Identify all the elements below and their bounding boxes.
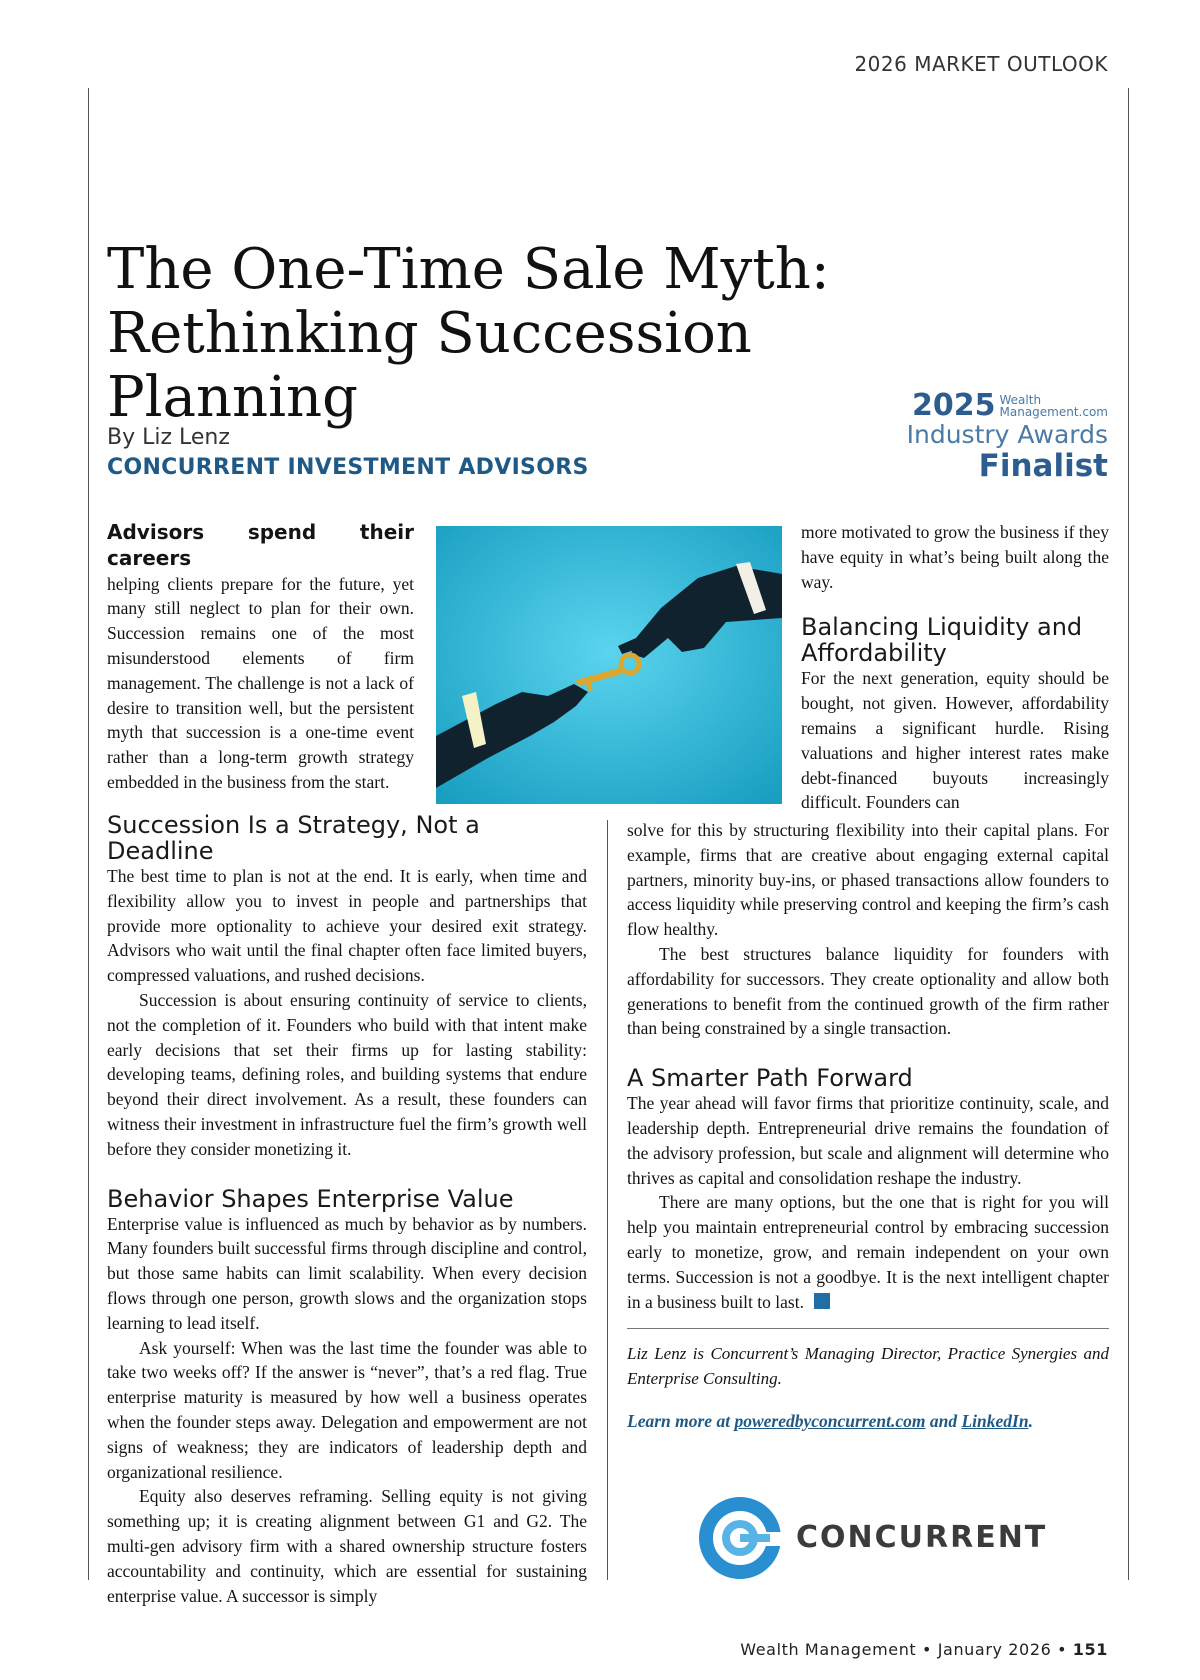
award-brand-line-1: Wealth [999, 392, 1042, 407]
learn-more-suffix: . [1028, 1411, 1033, 1432]
section-label: 2026 MARKET OUTLOOK [854, 52, 1108, 76]
heading-liquidity: Balancing Liquidity and Affordability [801, 613, 1083, 668]
award-brand-line-2: Management.com [999, 404, 1108, 419]
concurrent-logo [696, 1490, 1048, 1590]
behavior-paragraph-2: Ask yourself: When was the last time the founder was able to take two weeks off? If the answer is “never”, that’s a red flag. True enterprise maturity is measured by how well a business operates when the founder steps away. Delegation and empowerment are not signs of weakness; they are indicators of leadership depth and organizational resilience. [107, 1337, 587, 1482]
footer-publication: Wealth Management • January 2026 • [740, 1640, 1073, 1659]
right-column-rule [1128, 88, 1129, 1580]
bio-divider [627, 1328, 1109, 1329]
liquidity-paragraph-1b: solve for this by structuring flexibility into their capital plans. For example, firms that are creative about engaging external capital partners, minority buy-ins, or phased transactions allow founders to access liquidity while preserving control and keeping the firm’s cash flow healthy. [627, 820, 1109, 940]
illustration-svg [436, 526, 782, 804]
intro-paragraph [107, 520, 414, 795]
forward-paragraph-2 [627, 1190, 1109, 1314]
intro-text: helping clients prepare for the future, yet many still neglect to plan for their own. Succession remains one of the most misunderstood elements of firm management. The challenge is not a lack of desire to transition well, but the persistent myth that succession is a one-time event rather than a long-term growth strategy embedded in the business from the start. [107, 573, 414, 792]
learn-more-prefix: Learn more at [627, 1411, 735, 1432]
author-firm: CONCURRENT INVESTMENT ADVISORS [107, 455, 589, 480]
continued-paragraph: more motivated to grow the business if they have equity in what’s being built along the way. [801, 522, 1109, 592]
title-line-2: Rethinking Succession Planning [107, 301, 752, 430]
award-name: Industry Awards [906, 420, 1108, 449]
heading-forward: A Smarter Path Forward [627, 1064, 913, 1093]
intro-lead: Advisors spend their careers [107, 520, 414, 570]
award-status: Finalist [978, 448, 1108, 484]
website-link[interactable]: poweredbyconcurrent.com [734, 1411, 926, 1432]
left-column [107, 812, 587, 1608]
forward-paragraph-2-text: There are many options, but the one that is right for you will help you maintain entrepreneurial control by embracing succession early to monetize, grow, and remain independent on your own terms. Succession is not a goodbye. It is the next intelligent chapter in a business built to last. [627, 1192, 1109, 1312]
right-column-lower [627, 818, 1109, 1434]
byline: By Liz Lenz [107, 425, 230, 450]
heading-behavior: Behavior Shapes Enterprise Value [107, 1184, 514, 1213]
title-line-1: The One-Time Sale Myth: [107, 237, 830, 302]
award-year: 2025 [912, 388, 996, 423]
learn-more [627, 1409, 1109, 1434]
liquidity-paragraph-2: The best structures balance liquidity for founders with affordability for successors. They create optionality and allow both generations to benefit from the continued growth of the firm rather than being constrained by a single transaction. [627, 943, 1109, 1039]
handshake-key-illustration [436, 526, 782, 804]
award-brand [1000, 394, 1109, 418]
liquidity-paragraph-1a: For the next generation, equity should be bought, not given. However, affordability remains a significant hurdle. Rising valuations and higher interest rates make debt-financed buyouts increasingly difficult. Founders can [801, 668, 1109, 813]
right-column-upper [801, 520, 1109, 815]
concurrent-logo-icon [696, 1492, 786, 1582]
logo-wordmark: CONCURRENT [796, 1520, 1048, 1555]
page-number: 151 [1072, 1640, 1108, 1659]
end-mark-icon [814, 1293, 830, 1309]
strategy-paragraph-1: The best time to plan is not at the end. It is early, when time and flexibility allow you to invest in people and partnerships that provide more optionality to achieve your desired exit strategy. Advisors who wait until the final chapter often face limited buyers, compressed valuations, and rushed decisions. [107, 866, 587, 986]
linkedin-link[interactable]: LinkedIn [961, 1411, 1029, 1432]
heading-strategy: Succession Is a Strategy, Not a Deadline [107, 811, 480, 865]
learn-more-middle: and [925, 1411, 962, 1432]
page-footer [740, 1640, 1108, 1659]
forward-paragraph-1: The year ahead will favor firms that prioritize continuity, scale, and leadership depth. Entrepreneurial drive remains the foundation of the advisory profession, but scale and alignment will determine who thrives as capital and consolidation reshape the industry. [627, 1093, 1109, 1188]
award-badge [868, 388, 1108, 483]
intro-column [107, 520, 414, 795]
center-column-rule [607, 820, 608, 1580]
behavior-paragraph-3: Equity also deserves reframing. Selling equity is not giving something up; it is creating alignment between G1 and G2. The multi-gen advisory firm with a shared ownership structure fosters accountability and continuity, which are essential for sustaining enterprise value. A successor is simply [107, 1486, 587, 1606]
behavior-paragraph-1: Enterprise value is influenced as much by behavior as by numbers. Many founders built successful firms through discipline and control, but those same habits can limit scalability. When every decision flows through one person, growth slows and the organization stops learning to lead itself. [107, 1213, 587, 1333]
author-bio: Liz Lenz is Concurrent’s Managing Director, Practice Synergies and Enterprise Consulting. [627, 1344, 1109, 1389]
left-column-rule [88, 88, 89, 1580]
strategy-paragraph-2: Succession is about ensuring continuity of service to clients, not the completion of it. Founders who build with that intent make early decisions that set their firms up for lasting stability: developing teams, defining roles, and building systems that endure beyond their direct involvement. As a result, these founders can witness their investment in infrastructure fuel the firm’s growth well before they consider monetizing it. [107, 989, 587, 1159]
